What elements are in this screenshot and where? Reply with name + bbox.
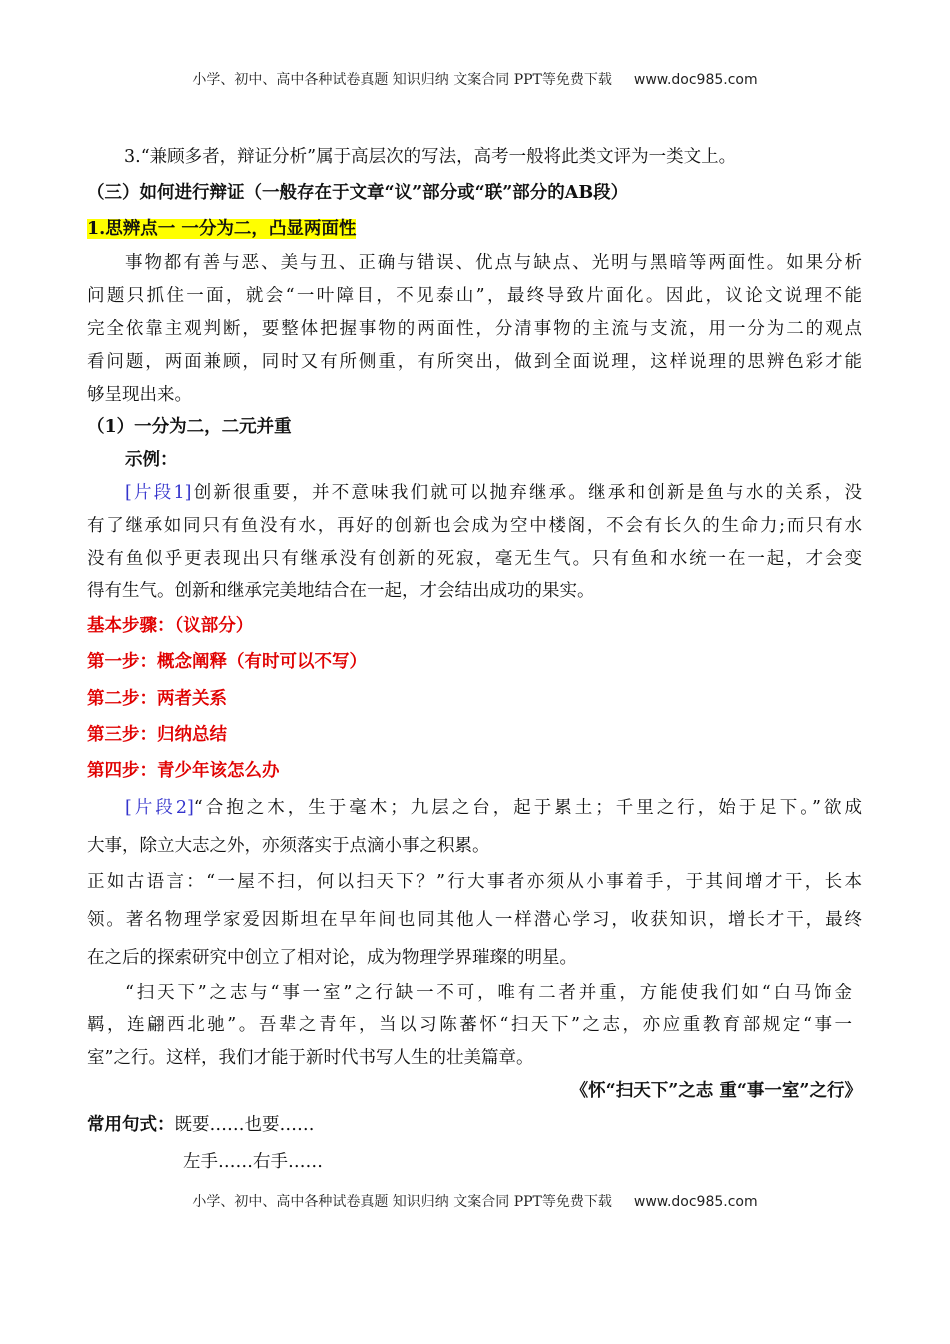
seg2-line: “扫天下”之志与“事一室”之行缺一不可，唯有二者并重，方能使我们如“白马饰金 [125, 983, 852, 1003]
seg2-line: [片段2]“合抱之木，生于毫木；九层之台，起于累土；千里之行，始于足下。”欲成 [125, 798, 862, 818]
seg1-tag: [片段1] [125, 483, 192, 503]
intro-line: 事物都有善与恶、美与丑、正确与错误、优点与缺点、光明与黑暗等两面性。如果分析 [125, 253, 862, 273]
sub-title-highlighted: 1.思辨点一 一分为二，凸显两面性 [87, 219, 357, 239]
step-item: 第三步：归纳总结 [87, 725, 227, 745]
step-item: 第一步：概念阐释（有时可以不写） [87, 652, 367, 672]
point-3: 3.“兼顾多者，辩证分析”属于高层次的写法，高考一般将此类文评为一类文上。 [124, 147, 737, 167]
seg2-line: 领。著名物理学家爱因斯坦在早年间也同其他人一样潜心学习，收获知识，增长才干，最终 [87, 910, 862, 930]
source-title: 《怀“扫天下”之志 重“事一室”之行》 [570, 1081, 862, 1101]
seg1-line: 有了继承如同只有鱼没有水，再好的创新也会成为空中楼阁，不会有长久的生命力;而只有水 [87, 516, 862, 536]
footer-url: www.doc985.com [633, 1194, 758, 1210]
seg1-line: 没有鱼似乎更表现出只有继承没有创新的死寂，毫无生气。只有鱼和水统一在一起，才会变 [87, 549, 862, 569]
seg2-line: 在之后的探索研究中创立了相对论，成为物理学界璀璨的明星。 [87, 948, 577, 968]
seg2-line: 大事，除立大志之外，亦须落实于点滴小事之积累。 [87, 836, 490, 856]
intro-line: 看问题，两面兼顾，同时又有所侧重，有所突出，做到全面说理，这样说理的思辨色彩才能 [87, 352, 862, 372]
page-footer [0, 1191, 950, 1211]
pattern-item: 左手……右手…… [183, 1152, 323, 1172]
example-label: 示例： [125, 450, 178, 470]
header-text: 小学、初中、高中各种试卷真题 知识归纳 文案合同 PPT等免费下载 [192, 72, 612, 88]
step-item: 第二步：两者关系 [87, 689, 227, 709]
patterns-label: 常用句式： [87, 1115, 175, 1135]
footer-text: 小学、初中、高中各种试卷真题 知识归纳 文案合同 PPT等免费下载 [192, 1194, 612, 1210]
seg2-tag: [片段2] [125, 798, 194, 818]
header-url: www.doc985.com [633, 72, 758, 88]
seg2-line: 羁，连翩西北驰”。吾辈之青年，当以习陈蕃怀“扫天下”之志，亦应重教育部规定“事一 [87, 1015, 852, 1035]
intro-line: 够呈现出来。 [87, 385, 192, 405]
pattern-item: 既要……也要…… [174, 1115, 315, 1135]
intro-line: 完全依靠主观判断，要整体把握事物的两面性，分清事物的主流与支流，用一分为二的观点 [87, 319, 862, 339]
page-header [0, 69, 950, 89]
item1-title: （1）一分为二，二元并重 [87, 417, 292, 437]
step-item: 第四步：青少年该怎么办 [87, 761, 280, 781]
step-item: 基本步骤：（议部分） [87, 616, 254, 636]
seg1-line: 得有生气。创新和继承完美地结合在一起，才会结出成功的果实。 [87, 581, 595, 601]
seg1-line: [片段1]创新很重要，并不意味我们就可以抛弃继承。继承和创新是鱼与水的关系，没 [125, 483, 863, 503]
section-title: （三）如何进行辩证（一般存在于文章“议”部分或“联”部分的AB段） [87, 183, 629, 203]
seg2-line: 正如古语言：“一屋不扫，何以扫天下？”行大事者亦须从小事着手，于其间增才干，长本 [87, 872, 862, 892]
intro-line: 问题只抓住一面，就会“一叶障目，不见泰山”，最终导致片面化。因此，议论文说理不能 [87, 286, 862, 306]
seg2-line: 室”之行。这样，我们才能于新时代书写人生的壮美篇章。 [87, 1048, 534, 1068]
